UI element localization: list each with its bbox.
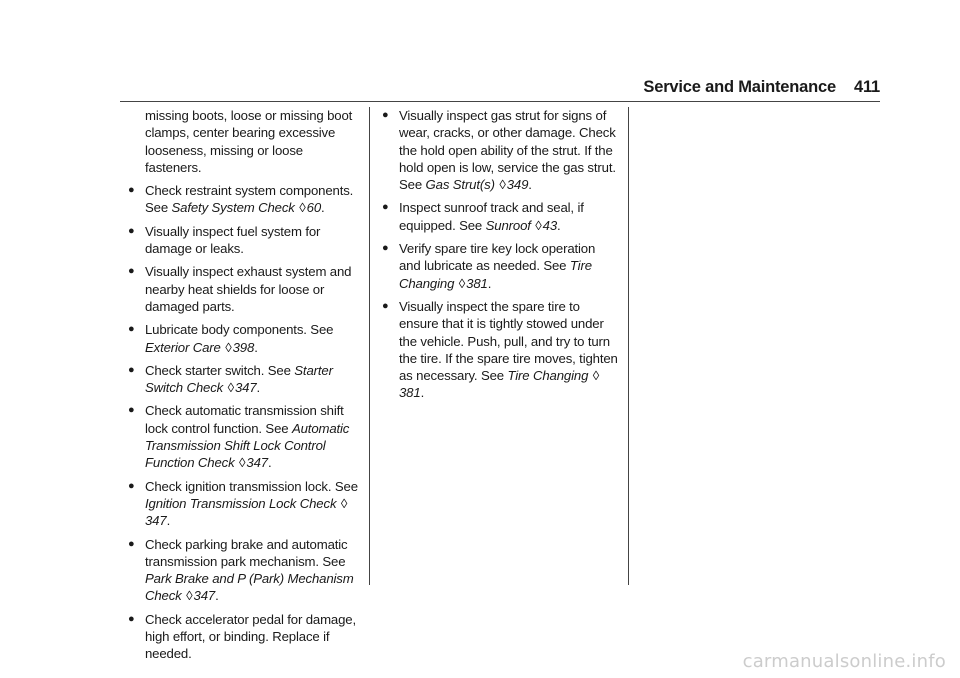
column-divider-left xyxy=(369,107,370,585)
bullet-icon: ● xyxy=(382,299,389,312)
bullet-icon: ● xyxy=(382,109,389,121)
header-rule xyxy=(120,101,880,102)
list-item xyxy=(128,107,360,176)
body-text: Visually inspect exhaust system and nearby heat shields for loose or damaged parts. xyxy=(145,264,352,314)
column-divider-right xyxy=(628,107,629,585)
page-reference[interactable]: 43 xyxy=(542,217,558,233)
bullet-icon: ● xyxy=(128,404,135,417)
body-text: . xyxy=(321,200,325,216)
list-item xyxy=(128,402,360,471)
body-text: Check automatic transmission shift lock control function. See xyxy=(145,403,344,436)
list-item xyxy=(128,182,360,217)
right-bullet-list xyxy=(382,107,618,402)
page-header xyxy=(0,78,880,97)
section-title: Service and Maintenance xyxy=(643,78,836,96)
page-ref-arrow-icon: ◊ xyxy=(299,200,306,216)
page-reference[interactable]: 347 xyxy=(193,588,216,604)
page-reference[interactable]: 347 xyxy=(234,380,257,396)
body-text: . xyxy=(557,217,561,233)
left-column xyxy=(128,107,360,669)
bullet-icon: ● xyxy=(128,323,135,336)
body-text: Verify spare tire key lock operation and lubricate as needed. See xyxy=(399,241,596,274)
cross-reference-link[interactable]: Sunroof xyxy=(485,217,531,233)
list-item xyxy=(128,263,360,315)
page-ref-arrow-icon: ◊ xyxy=(535,217,542,233)
list-item xyxy=(128,478,360,530)
body-text: Check restraint system components. See xyxy=(145,183,354,216)
cross-reference-link[interactable]: Tire Changing xyxy=(399,258,592,291)
right-column xyxy=(382,107,618,408)
bullet-icon: ● xyxy=(128,363,135,376)
cross-reference-link[interactable]: Safety System Check xyxy=(171,200,295,216)
cross-reference-link[interactable]: Automatic Transmission Shift Lock Control Function Check xyxy=(145,420,350,471)
body-text: . xyxy=(267,455,272,471)
page-reference[interactable]: 347 xyxy=(145,513,167,529)
list-item xyxy=(128,223,360,258)
list-item xyxy=(382,298,618,402)
bullet-icon: ● xyxy=(128,612,135,625)
body-text: Visually inspect fuel system for damage or leaks. xyxy=(145,223,321,257)
list-item xyxy=(382,199,618,234)
body-text: Check starter switch. See xyxy=(145,362,295,378)
watermark: carmanualsonline.info xyxy=(742,651,946,672)
page-number: 411 xyxy=(853,78,880,96)
cross-reference-link[interactable]: Tire Changing xyxy=(507,368,589,384)
page-reference[interactable]: 398 xyxy=(232,339,255,355)
page-ref-arrow-icon: ◊ xyxy=(227,380,234,396)
page-ref-arrow-icon: ◊ xyxy=(592,368,600,384)
cross-reference-link[interactable]: Ignition Transmission Lock Check xyxy=(145,495,337,511)
bullet-icon: ● xyxy=(128,224,135,237)
cross-reference-link[interactable]: Exterior Care xyxy=(145,339,221,355)
page-reference[interactable]: 347 xyxy=(246,455,268,471)
list-item xyxy=(128,321,360,356)
bullet-icon: ● xyxy=(382,242,389,255)
bullet-icon: ● xyxy=(382,201,389,214)
body-text: Lubricate body components. See xyxy=(145,322,334,338)
body-text: . xyxy=(487,275,492,291)
body-text: . xyxy=(256,380,261,396)
body-text: Check accelerator pedal for damage, high effort, or binding. Replace if needed. xyxy=(145,611,356,662)
bullet-icon: ● xyxy=(128,479,135,492)
list-item xyxy=(128,362,360,397)
cross-reference-link[interactable]: Gas Strut(s) xyxy=(425,177,495,193)
page-reference[interactable]: 349 xyxy=(506,177,529,193)
cross-reference-link[interactable]: Park Brake and P (Park) Mechanism Check xyxy=(145,571,354,604)
bullet-icon: ● xyxy=(128,184,135,197)
list-item xyxy=(128,611,360,663)
cross-reference-link[interactable]: Starter Switch Check xyxy=(145,362,333,396)
page-ref-arrow-icon: ◊ xyxy=(340,495,348,511)
body-text: Inspect sunroof track and seal, if equipped. See xyxy=(399,200,584,233)
page-reference[interactable]: 60 xyxy=(306,200,322,216)
page-reference[interactable]: 381 xyxy=(399,385,421,401)
list-item xyxy=(382,240,618,292)
page-reference[interactable]: 381 xyxy=(466,275,488,291)
body-text: . xyxy=(215,588,219,604)
list-item xyxy=(128,536,360,605)
body-text: missing boots, loose or missing boot clamps, center bearing excessive looseness, missing or loose fasteners. xyxy=(145,108,353,175)
body-text: Visually inspect the spare tire to ensure that it is tightly stowed under the vehicle. Push, pull, and try to turn the tire. If the spare tire moves, tighten as necessary. See xyxy=(399,298,618,384)
body-text: . xyxy=(528,177,532,193)
page-ref-arrow-icon: ◊ xyxy=(225,339,232,355)
body-text: Visually inspect gas strut for signs of wear, cracks, or other damage. Check the hold open ability of the strut. If the hold open is low, service the gas strut. See xyxy=(399,108,616,193)
page-ref-arrow-icon: ◊ xyxy=(186,588,193,604)
page-ref-arrow-icon: ◊ xyxy=(458,275,466,291)
body-text: . xyxy=(420,385,425,401)
bullet-icon: ● xyxy=(128,265,135,278)
bullet-icon: ● xyxy=(128,537,135,550)
page-ref-arrow-icon: ◊ xyxy=(499,177,506,193)
left-bullet-list xyxy=(128,107,360,663)
list-item xyxy=(382,107,618,193)
body-text: Check ignition transmission lock. See xyxy=(145,478,358,494)
page-ref-arrow-icon: ◊ xyxy=(239,455,246,471)
body-text: Check parking brake and automatic transmission park mechanism. See xyxy=(145,536,348,569)
body-text: . xyxy=(166,513,171,529)
body-text: . xyxy=(254,339,258,355)
